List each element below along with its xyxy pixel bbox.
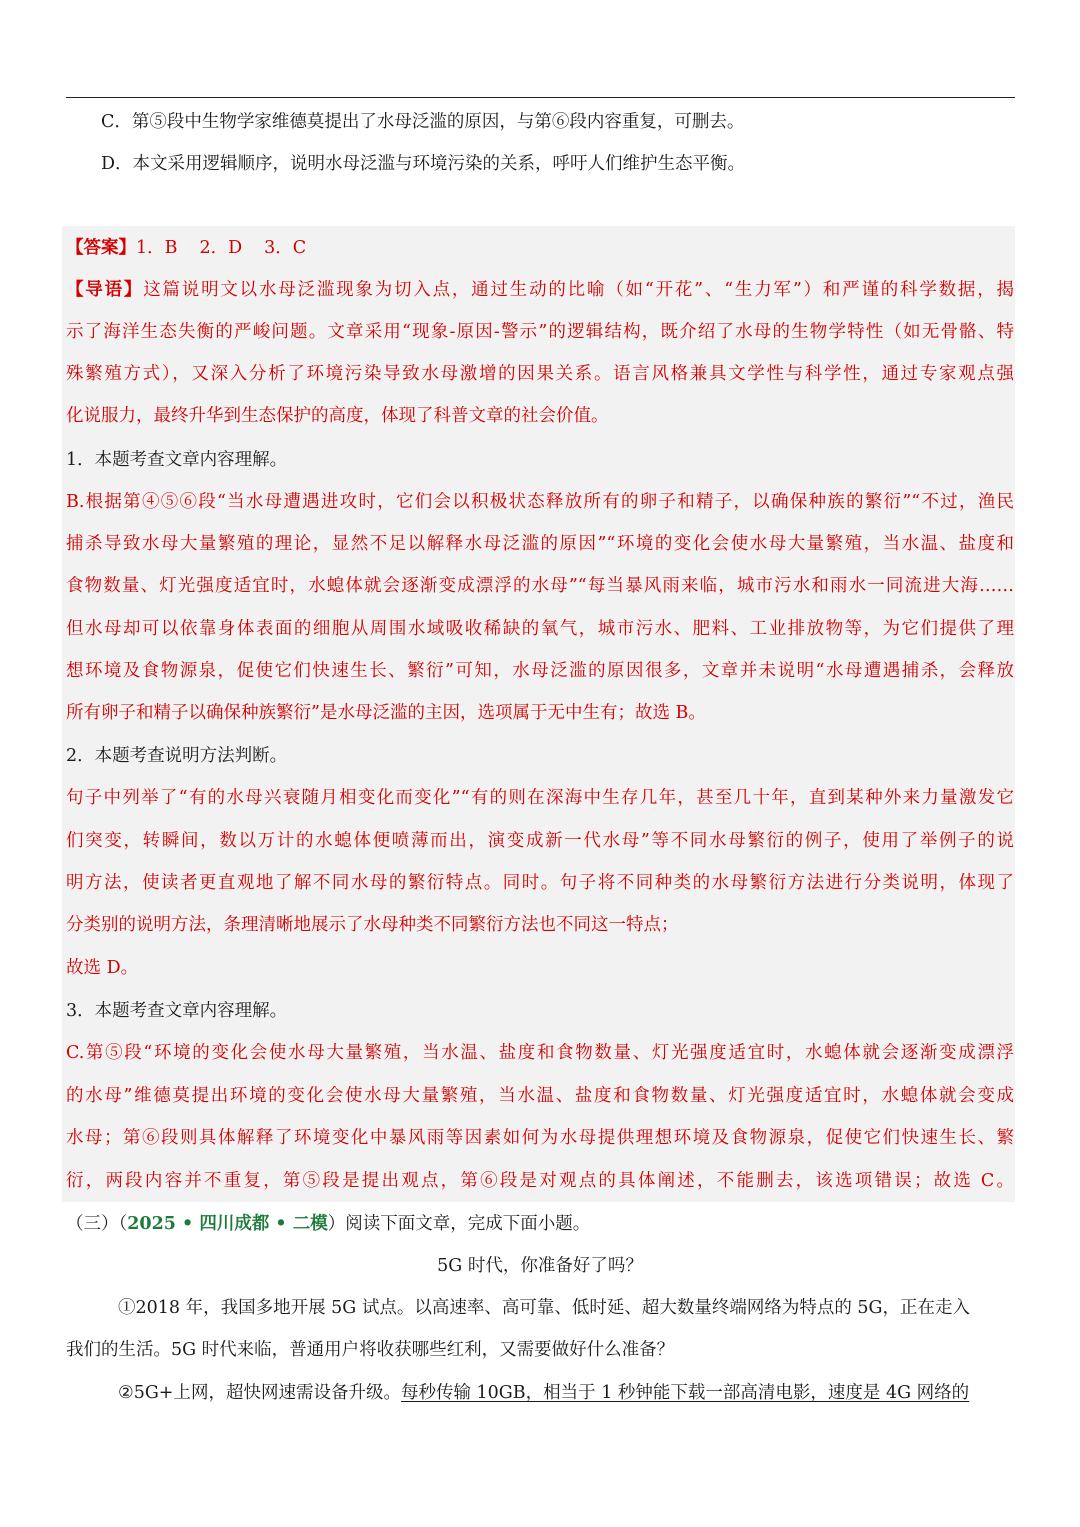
answer-item-1: 1．B bbox=[136, 238, 178, 258]
q2-line: 故选 D。 bbox=[66, 958, 139, 978]
q1-line: 食物数量、灯光强度适宜时，水螅体就会逐渐变成漂浮的水母”“每当暴风雨来临，城市污水和雨水一同流进大海…… bbox=[66, 576, 1014, 596]
q2-line: 们突变，转瞬间，数以万计的水螅体便喷薄而出，演变成新一代水母”等不同水母繁衍的例子，使用了举例子的说 bbox=[66, 831, 1014, 851]
q1-line: 想环境及食物源泉，促使它们快速生长、繁衍”可知，水母泛滥的原因很多，文章并未说明“水母遭遇捕杀，会释放 bbox=[66, 661, 1014, 681]
answer-tag: 【答案】 bbox=[66, 238, 136, 258]
article-paragraph-2: ②5G+上网，超快网速需设备升级。每秒传输 10GB，相当于 1 秒钟能下载一部高清电影，速度是 4G 网络的 bbox=[118, 1383, 970, 1403]
q3-heading: 3．本题考查文章内容理解。 bbox=[66, 1001, 288, 1021]
guide-tag: 【导语】 bbox=[66, 280, 144, 300]
q3-line: C.第⑤段“环境的变化会使水母大量繁殖，当水温、盐度和食物数量、灯光强度适宜时，水螅体就会逐渐变成漂浮 bbox=[66, 1043, 1014, 1063]
q2-heading: 2．本题考查说明方法判断。 bbox=[66, 746, 288, 766]
q3-line: 水母；第⑥段则具体解释了环境变化中暴风雨等因素如何为水母提供理想环境及食物源泉，促使它们快速生长、繁 bbox=[66, 1128, 1014, 1148]
q1-line: 但水母却可以依靠身体表面的细胞从周围水域吸收稀缺的氧气，城市污水、肥料、工业排放物等，为它们提供了理 bbox=[66, 619, 1014, 639]
guide-line-2: 示了海洋生态失衡的严峻问题。文章采用“现象-原因-警示”的逻辑结构，既介绍了水母的生物学特性（如无骨骼、特 bbox=[66, 322, 1014, 342]
guide-line-1: 【导语】这篇说明文以水母泛滥现象为切入点，通过生动的比喻（如“开花”、“生力军”）和严谨的科学数据，揭 bbox=[66, 280, 1014, 300]
q2-line: 分类别的说明方法，条理清晰地展示了水母种类不同繁衍方法也不同这一特点； bbox=[66, 915, 679, 935]
answer-item-3: 3．C bbox=[264, 238, 307, 258]
guide-line-3: 殊繁殖方式），又深入分析了环境污染导致水母激增的因果关系。语言风格兼具文学性与科学性，通过专家观点强 bbox=[66, 364, 1014, 384]
q1-line: 所有卵子和精子以确保种族繁衍”是水母泛滥的主因，选项属于无中生有；故选 B。 bbox=[66, 703, 706, 723]
q1-line: B.根据第④⑤⑥段“当水母遭遇进攻时，它们会以积极状态释放所有的卵子和精子，以确保种族的繁衍”“不过，渔民 bbox=[66, 492, 1014, 512]
article-title: 5G 时代，你准备好了吗？ bbox=[437, 1256, 643, 1276]
q3-line: 衍，两段内容并不重复，第⑤段是提出观点，第⑥段是对观点的具体阐述，不能删去，该选项错误；故选 C。 bbox=[66, 1171, 1014, 1191]
answer-item-2: 2．D bbox=[199, 238, 243, 258]
q1-line: 捕杀导致水母大量繁殖的理论，显然不足以解释水母泛滥的原因”“环境的变化会使水母大量繁殖，当水温、盐度和 bbox=[66, 534, 1014, 554]
q3-line: 的水母”维德莫提出环境的变化会使水母大量繁殖，当水温、盐度和食物数量、灯光强度适宜时，水螅体就会变成 bbox=[66, 1086, 1014, 1106]
option-d: D．本文采用逻辑顺序，说明水母泛滥与环境污染的关系，呼吁人们维护生态平衡。 bbox=[101, 154, 746, 174]
section-source: 2025 • 四川成都 • 二模 bbox=[127, 1214, 328, 1234]
article-paragraph-1-cont: 我们的生活。5G 时代来临，普通用户将收获哪些红利，又需要做好什么准备？ bbox=[66, 1340, 675, 1360]
option-c: C．第⑤段中生物学家维德莫提出了水母泛滥的原因，与第⑥段内容重复，可删去。 bbox=[101, 112, 745, 132]
q1-heading: 1．本题考查文章内容理解。 bbox=[66, 450, 288, 470]
underlined-sentence: 每秒传输 10GB，相当于 1 秒钟能下载一部高清电影，速度是 4G 网络的 bbox=[400, 1383, 970, 1403]
guide-line-4: 化说服力，最终升华到生态保护的高度，体现了科普文章的社会价值。 bbox=[66, 406, 609, 426]
answer-line bbox=[66, 234, 306, 262]
q2-line: 明方法，使读者更直观地了解不同水母的繁衍特点。同时。句子将不同种类的水母繁衍方法进行分类说明，体现了 bbox=[66, 873, 1014, 893]
header-rule bbox=[66, 97, 1015, 98]
q2-line: 句子中列举了“有的水母兴衰随月相变化而变化”“有的则在深海中生存几年，甚至几十年，直到某种外来力量激发它 bbox=[66, 788, 1014, 808]
article-paragraph-1: ①2018 年，我国多地开展 5G 试点。以高速率、高可靠、低时延、超大数量终端网络为特点的 5G，正在走入 bbox=[118, 1298, 971, 1318]
section-heading: （三）（2025 • 四川成都 • 二模）阅读下面文章，完成下面小题。 bbox=[66, 1214, 591, 1234]
